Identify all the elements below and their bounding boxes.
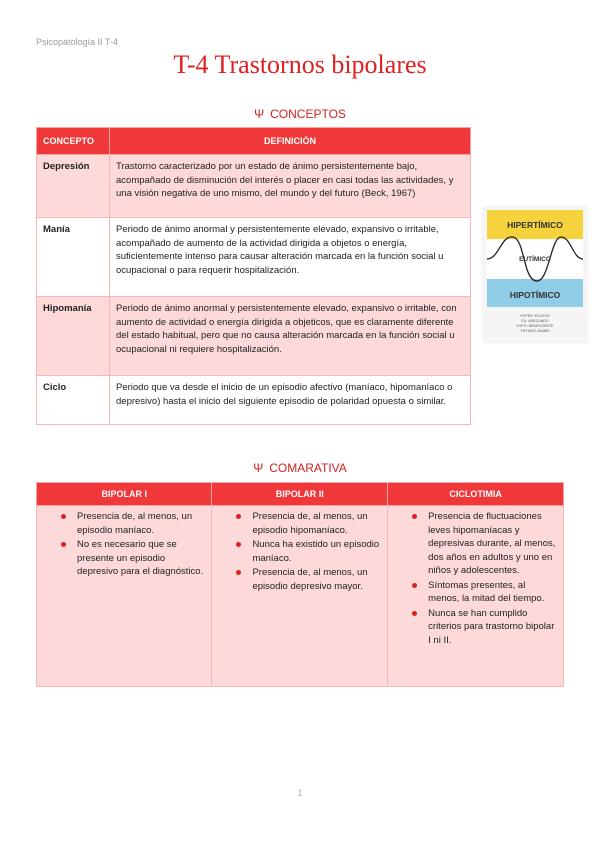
list-item: Presencia de fluctuaciones leves hipomaníacas y depresivas durante, al menos, dos años en adultos y uno en niños y adolescentes.: [428, 511, 556, 576]
list-item: No es necesario que se presente un episodio depresivo para el diagnóstico.: [77, 538, 205, 579]
bipolar-2-cell: [212, 506, 388, 687]
page-number: 1: [297, 788, 303, 798]
concept-definition: Periodo de ánimo anormal y persistentemente elevado, expansivo o irritable, acompañado de aumento de la actividad dirigida a objetos o energía, suficientemente intenso para causar alteración marcada en la función social u ocupacional o para requerir hospitalización.: [110, 218, 471, 297]
header-label: Psicopatología II T-4: [36, 37, 118, 47]
legend-line: EU: ADECUADO: [521, 319, 549, 323]
concepts-table: [36, 127, 471, 425]
legend-line: HYPER: EXCESO: [520, 314, 550, 318]
column-header-ciclotimia: CICLOTIMIA: [388, 483, 564, 506]
bipolar-1-list: [41, 510, 205, 579]
hyperthymic-label: HIPERTÍMICO: [507, 220, 563, 230]
concepts-heading: [0, 107, 600, 121]
comparison-table: [36, 482, 564, 687]
table-row: [37, 155, 471, 218]
concept-term: Hipomanía: [37, 297, 110, 376]
list-item: Presencia de, al menos, un episodio hipomaníaco.: [252, 510, 381, 537]
mood-spectrum-graphic: [483, 207, 587, 342]
table-row: [37, 218, 471, 297]
ciclotimia-list: [392, 510, 557, 647]
comparison-heading: [0, 461, 600, 475]
column-header-definition: DEFINICIÓN: [110, 128, 471, 155]
legend-line: HYPO: INSUFICIENTE: [516, 324, 554, 328]
column-header-bipolar-2: BIPOLAR II: [212, 483, 388, 506]
list-item: Síntomas presentes, al menos, la mitad del tiempo.: [428, 579, 557, 606]
ciclotimia-cell: [388, 506, 564, 687]
concept-definition: Periodo de ánimo anormal y persistentemente elevado, expansivo o irritable, con aumento de actividad o energía dirigida a objeticos, que es claramente diferente del estado habitual, pero que no causa alteración marcada en la función social u ocupacional ni requiere hospitalización.: [110, 297, 471, 376]
concept-term: Depresión: [37, 155, 110, 218]
comparison-heading-text: COMARATIVA: [269, 461, 347, 475]
concept-definition: Periodo que va desde el inicio de un episodio afectivo (maníaco, hipomaníaco o depresivo) hasta el inicio del siguiente episodio de polaridad opuesta o similar.: [110, 376, 471, 425]
concept-term: Manía: [37, 218, 110, 297]
concepts-heading-text: CONCEPTOS: [270, 107, 346, 121]
column-header-bipolar-1: BIPOLAR I: [37, 483, 212, 506]
legend-line: THYMOS: ÁNIMO: [520, 329, 550, 333]
document-title: T-4 Trastornos bipolares: [173, 50, 427, 79]
bipolar-1-cell: [37, 506, 212, 687]
hypothymic-label: HIPOTÍMICO: [509, 290, 561, 300]
psi-icon: Ψ: [253, 461, 264, 475]
list-item: Nunca ha existido un episodio maníaco.: [252, 539, 380, 564]
list-item: Presencia de, al menos, un episodio maníaco.: [77, 510, 205, 537]
concept-definition: Trastorno caracterizado por un estado de ánimo persistentemente bajo, acompañado de disminución del interés o placer en casi todas las actividades, y una visión negativa de uno mismo, del mundo y del futuro (Beck, 1967): [110, 155, 471, 218]
column-header-concept: CONCEPTO: [37, 128, 110, 155]
table-row: [37, 376, 471, 425]
psi-icon: Ψ: [254, 107, 265, 121]
concept-term: Ciclo: [37, 376, 110, 425]
mood-spectrum-figure: [483, 207, 587, 342]
bipolar-2-list: [216, 510, 381, 593]
list-item: Presencia de, al menos, un episodio depresivo mayor.: [252, 566, 381, 593]
table-row: [37, 297, 471, 376]
euthymic-label: EUTÍMICO: [519, 256, 551, 263]
list-item: Nunca se han cumplido criterios para trastorno bipolar I ni II.: [428, 607, 557, 648]
